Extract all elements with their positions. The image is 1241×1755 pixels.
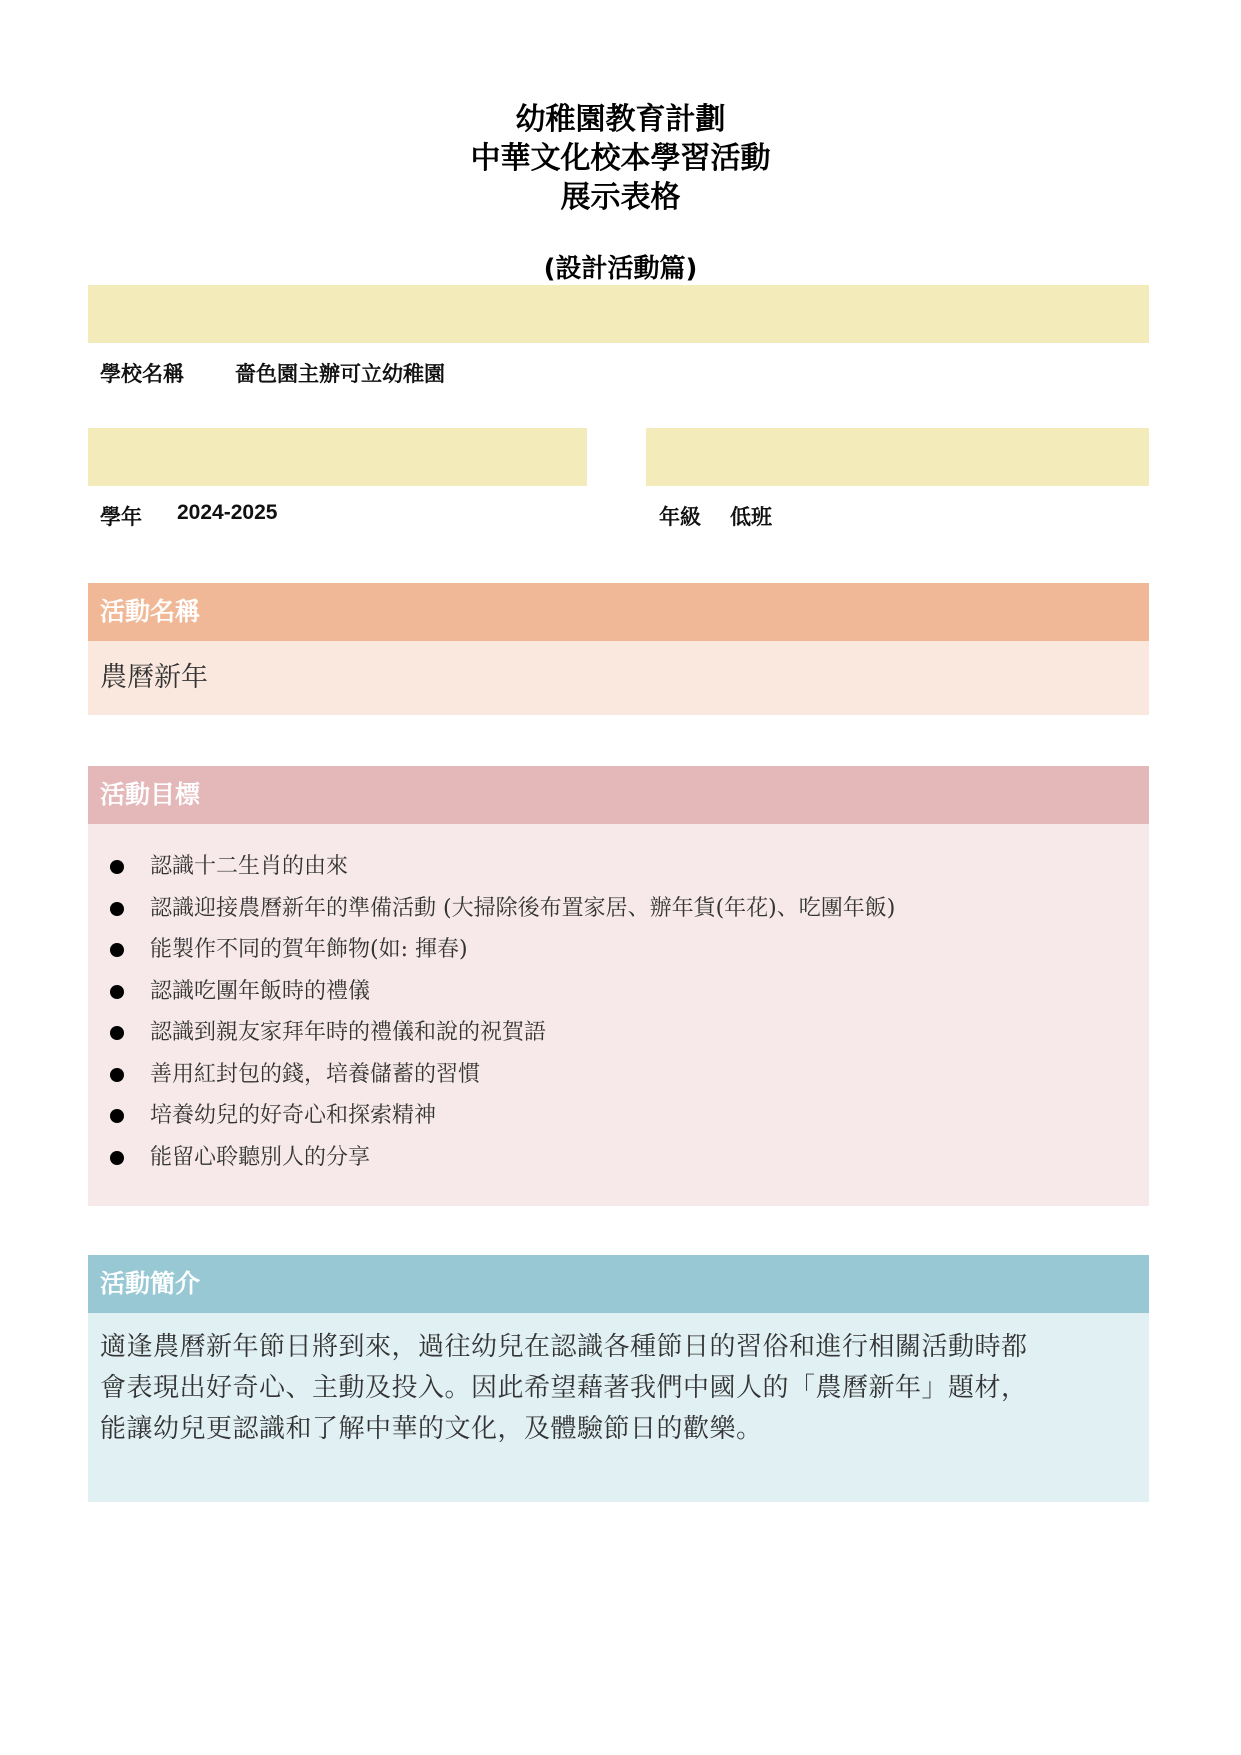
school-year-band — [88, 428, 587, 486]
activity-name-header: 活動名稱 — [88, 583, 1149, 641]
bullet-icon — [110, 902, 124, 916]
goal-text: 培養幼兒的好奇心和探索精神 — [150, 1103, 437, 1128]
activity-goals-list — [100, 824, 1149, 1178]
bullet-icon — [110, 860, 124, 874]
goal-text: 認識到親友家拜年時的禮儀和說的祝賀語 — [150, 1020, 547, 1045]
bullet-icon — [110, 1068, 124, 1082]
bullet-icon — [110, 1109, 124, 1123]
intro-line-1: 適逢農曆新年節日將到來，過往幼兒在認識各種節日的習俗和進行相關活動時都 — [100, 1332, 1028, 1362]
activity-intro-header: 活動簡介 — [88, 1255, 1149, 1313]
activity-name-value: 農曆新年 — [100, 662, 208, 693]
document-subtitle: (設計活動篇) — [543, 254, 698, 284]
grade-value: 低班 — [730, 505, 772, 529]
goal-text: 認識吃團年飯時的禮儀 — [150, 978, 371, 1004]
school-name-band — [88, 285, 1149, 343]
list-item — [100, 1054, 1149, 1096]
list-item — [100, 971, 1149, 1013]
goal-text: 能製作不同的賀年飾物(如: 揮春) — [150, 937, 468, 962]
bullet-icon — [110, 1151, 124, 1165]
activity-goals-header: 活動目標 — [88, 766, 1149, 824]
list-item — [100, 888, 1149, 930]
list-item — [100, 1137, 1149, 1179]
school-year-value: 2024-2025 — [177, 501, 278, 524]
grade-label: 年級 — [659, 505, 701, 529]
goal-text: 能留心聆聽別人的分享 — [150, 1144, 371, 1170]
title-line-1: 幼稚園教育計劃 — [515, 102, 726, 137]
list-item — [100, 846, 1149, 888]
bullet-icon — [110, 1026, 124, 1040]
goal-text: 認識十二生肖的由來 — [150, 854, 349, 879]
activity-name-body — [88, 641, 1149, 715]
activity-intro-text — [100, 1313, 1149, 1450]
school-name-label: 學校名稱 — [100, 362, 184, 386]
activity-goals-body — [88, 824, 1149, 1206]
document-title — [0, 100, 1241, 217]
school-year-label: 學年 — [100, 505, 142, 529]
grade-band — [646, 428, 1149, 486]
goal-text: 善用紅封包的錢，培養儲蓄的習慣 — [150, 1061, 481, 1087]
intro-line-2: 會表現出好奇心、主動及投入。因此希望藉著我們中國人的「農曆新年」題材， — [100, 1373, 1028, 1403]
intro-line-3: 能讓幼兒更認識和了解中華的文化，及體驗節日的歡樂。 — [100, 1414, 763, 1444]
bullet-icon — [110, 943, 124, 957]
activity-intro-body — [88, 1313, 1149, 1502]
list-item — [100, 1095, 1149, 1137]
bullet-icon — [110, 985, 124, 999]
title-line-3: 展示表格 — [560, 180, 681, 215]
list-item — [100, 1012, 1149, 1054]
list-item — [100, 929, 1149, 971]
goal-text: 認識迎接農曆新年的準備活動 (大掃除後布置家居、辦年貨(年花)、吃團年飯) — [150, 895, 896, 921]
title-line-2: 中華文化校本學習活動 — [470, 141, 771, 176]
school-name-value: 嗇色園主辦可立幼稚園 — [235, 362, 445, 386]
